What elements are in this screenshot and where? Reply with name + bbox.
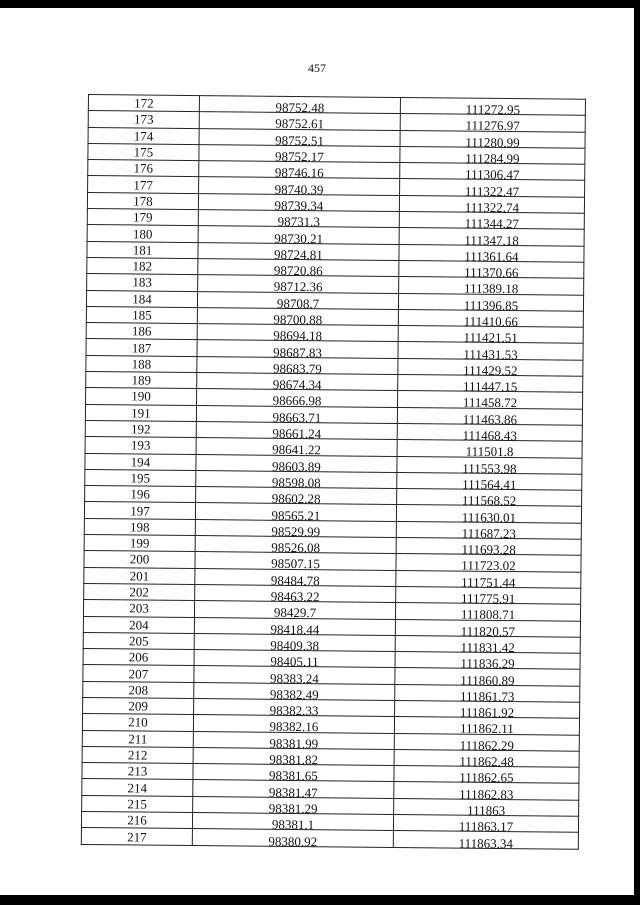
x-coordinate-text: 98526.08 [271, 539, 321, 556]
point-number-cell [88, 176, 199, 193]
x-coordinate-text: 98641.22 [272, 442, 322, 458]
x-coordinate-text: 98381.1 [271, 817, 315, 833]
point-number-cell [83, 616, 194, 633]
point-number-cell [85, 469, 196, 486]
x-coordinate-text: 98380.92 [268, 833, 318, 849]
y-coordinate-text: 111723.02 [461, 558, 516, 574]
y-coordinate-text: 111862.83 [459, 786, 514, 802]
x-coordinate-text: 98598.08 [271, 474, 321, 491]
point-number-text: 212 [127, 747, 148, 763]
y-coordinate-text: 111280.99 [465, 134, 520, 150]
x-coordinate-text: 98381.65 [269, 768, 318, 784]
point-number-text: 183 [132, 274, 153, 291]
point-number-cell [87, 209, 198, 226]
y-coordinate-cell [400, 97, 585, 118]
point-number-text: 182 [132, 258, 153, 274]
x-coordinate-text: 98666.98 [272, 393, 322, 409]
x-coordinate-text: 98740.39 [274, 181, 324, 197]
y-coordinate-text: 111447.15 [462, 378, 518, 395]
point-number-cell [88, 111, 199, 128]
y-coordinate-text: 111863 [467, 802, 506, 818]
y-coordinate-text: 111861.73 [460, 688, 515, 704]
point-number-text: 202 [129, 584, 150, 600]
x-coordinate-text: 98405.11 [270, 654, 319, 670]
point-number-text: 211 [128, 731, 148, 747]
x-coordinate-text: 98683.79 [272, 360, 322, 377]
point-number-text: 175 [133, 144, 154, 160]
x-coordinate-text: 98674.34 [272, 376, 322, 393]
point-number-text: 215 [127, 796, 148, 812]
y-coordinate-text: 111370.66 [464, 264, 519, 281]
y-coordinate-text: 111568.52 [461, 492, 517, 509]
point-number-text: 185 [132, 307, 152, 323]
point-number-cell [84, 518, 195, 535]
y-coordinate-text: 111863.17 [458, 818, 514, 835]
x-coordinate-text: 98712.36 [273, 279, 323, 295]
x-coordinate-text: 98700.88 [273, 311, 323, 328]
point-number-cell [84, 551, 195, 568]
x-coordinate-text: 98383.24 [269, 670, 319, 686]
y-coordinate-text: 111862.11 [459, 721, 514, 737]
point-number-cell [86, 339, 197, 356]
point-number-text: 213 [127, 763, 148, 779]
point-number-cell [87, 241, 198, 258]
point-number-cell [84, 535, 195, 552]
point-number-text: 172 [134, 95, 154, 111]
point-number-cell [84, 567, 195, 584]
point-number-cell [86, 355, 197, 372]
y-coordinate-text: 111564.41 [462, 476, 517, 493]
page-number: 457 [308, 61, 326, 75]
point-number-text: 217 [127, 828, 147, 845]
point-number-text: 173 [133, 111, 154, 128]
point-number-cell [85, 437, 196, 454]
y-coordinate-text: 111272.95 [465, 101, 521, 118]
y-coordinate-text: 111421.51 [463, 329, 518, 346]
point-number-cell [82, 730, 193, 747]
point-number-cell [87, 192, 198, 209]
y-coordinate-text: 111284.99 [465, 150, 520, 167]
x-coordinate-text: 98663.71 [272, 409, 322, 426]
x-coordinate-text: 98382.16 [269, 719, 319, 735]
x-coordinate-text: 98752.48 [275, 99, 325, 116]
point-number-cell [87, 274, 198, 291]
y-coordinate-text: 111860.89 [460, 672, 515, 688]
point-number-text: 191 [131, 405, 151, 421]
y-coordinate-text: 111344.27 [464, 215, 519, 232]
point-number-text: 207 [128, 665, 149, 682]
point-number-cell [86, 290, 197, 307]
table-body [81, 95, 585, 849]
coordinate-table-wrapper [81, 94, 586, 849]
x-coordinate-text: 98708.7 [276, 295, 320, 311]
x-coordinate-text: 98381.29 [268, 800, 318, 817]
point-number-cell [88, 160, 199, 177]
point-number-text: 192 [130, 421, 151, 437]
point-number-cell [85, 453, 196, 470]
point-number-cell [83, 600, 194, 617]
y-coordinate-text: 111410.66 [463, 313, 519, 330]
coordinate-table [81, 94, 586, 849]
point-number-cell [82, 763, 193, 780]
point-number-cell [87, 225, 198, 242]
point-number-text: 209 [128, 698, 148, 714]
y-coordinate-text: 111630.01 [461, 509, 517, 525]
point-number-cell [84, 502, 195, 519]
x-coordinate-text: 98382.33 [269, 702, 319, 719]
x-coordinate-text: 98382.49 [269, 686, 319, 703]
point-number-text: 214 [127, 780, 148, 796]
y-coordinate-text: 111389.18 [463, 281, 519, 297]
x-coordinate-text: 98746.16 [274, 165, 324, 181]
y-coordinate-text: 111862.48 [459, 753, 514, 770]
point-number-cell [85, 404, 196, 421]
point-number-cell [81, 812, 192, 829]
point-number-text: 198 [130, 519, 150, 535]
x-coordinate-text: 98484.78 [270, 572, 320, 588]
point-number-text: 199 [129, 535, 150, 551]
point-number-text: 193 [130, 437, 151, 453]
x-coordinate-text: 98739.34 [274, 197, 324, 214]
point-number-cell [86, 323, 197, 340]
point-number-cell [83, 697, 194, 714]
point-number-cell [82, 714, 193, 731]
x-coordinate-text: 98752.17 [274, 148, 324, 165]
x-coordinate-text: 98418.44 [270, 621, 320, 637]
y-coordinate-text: 111751.44 [461, 574, 516, 590]
point-number-text: 210 [128, 714, 148, 731]
point-number-cell [86, 306, 197, 323]
point-number-text: 186 [131, 323, 152, 339]
point-number-cell [83, 632, 194, 649]
point-number-text: 174 [133, 128, 154, 144]
y-coordinate-text: 111553.98 [462, 460, 517, 476]
y-coordinate-text: 111862.65 [459, 769, 514, 786]
x-coordinate-text: 98381.99 [269, 735, 319, 751]
y-coordinate-text: 111463.86 [462, 411, 518, 427]
x-coordinate-text: 98529.99 [271, 523, 321, 540]
point-number-cell [81, 828, 192, 845]
point-number-cell [83, 681, 194, 698]
point-number-cell [86, 388, 197, 405]
point-number-cell [84, 583, 195, 600]
point-number-text: 177 [133, 177, 153, 193]
x-coordinate-text: 98694.18 [273, 328, 323, 344]
point-number-text: 181 [132, 242, 153, 258]
y-coordinate-text: 111361.64 [464, 248, 519, 264]
point-number-text: 187 [131, 340, 152, 356]
point-number-text: 176 [133, 160, 154, 176]
x-coordinate-text: 98507.15 [271, 556, 320, 572]
y-coordinate-text: 111775.91 [460, 590, 516, 607]
point-number-cell [87, 257, 198, 274]
point-number-text: 180 [132, 225, 153, 242]
x-coordinate-text: 98661.24 [272, 425, 322, 442]
point-number-text: 178 [133, 193, 153, 209]
point-number-cell [86, 372, 197, 389]
y-coordinate-text: 111861.92 [459, 704, 515, 721]
x-coordinate-text: 98730.21 [274, 230, 324, 246]
y-coordinate-text: 111396.85 [463, 297, 519, 313]
point-number-cell [85, 420, 196, 437]
point-number-cell [85, 486, 196, 503]
y-coordinate-text: 111322.47 [464, 183, 520, 199]
y-coordinate-text: 111836.29 [460, 655, 515, 672]
point-number-text: 206 [128, 649, 149, 665]
point-number-text: 216 [127, 812, 147, 828]
point-number-cell [82, 779, 193, 796]
point-number-text: 196 [130, 486, 150, 502]
y-coordinate-text: 111808.71 [460, 606, 516, 623]
x-coordinate-text: 98429.7 [273, 605, 317, 621]
y-coordinate-text: 111322.74 [464, 199, 520, 216]
x-coordinate-cell [199, 96, 400, 114]
point-number-text: 194 [130, 454, 151, 470]
point-number-cell [82, 795, 193, 812]
point-number-text: 190 [131, 388, 151, 405]
point-number-text: 208 [128, 682, 149, 698]
y-coordinate-text: 111306.47 [465, 166, 520, 183]
point-number-text: 203 [129, 600, 149, 616]
x-coordinate-text: 98602.28 [271, 491, 321, 507]
y-coordinate-text: 111687.23 [461, 525, 517, 541]
x-coordinate-text: 98409.38 [270, 637, 320, 654]
y-coordinate-text: 111276.97 [465, 118, 520, 134]
point-number-text: 184 [132, 291, 152, 307]
y-coordinate-text: 111431.53 [463, 346, 518, 362]
x-coordinate-text: 98603.89 [271, 458, 321, 474]
point-number-text: 197 [130, 502, 150, 519]
point-number-text: 200 [129, 551, 150, 568]
point-number-cell [88, 95, 199, 112]
point-number-cell [82, 746, 193, 763]
y-coordinate-text: 111863.34 [458, 835, 514, 851]
point-number-cell [83, 665, 194, 682]
x-coordinate-text: 98565.21 [271, 507, 321, 523]
point-number-text: 195 [130, 470, 151, 486]
point-number-cell [88, 143, 199, 160]
document-page [0, 8, 634, 895]
y-coordinate-text: 111501.8 [465, 444, 514, 460]
y-coordinate-text: 111693.28 [461, 541, 516, 558]
point-number-text: 205 [128, 633, 149, 649]
point-number-text: 204 [129, 617, 149, 633]
x-coordinate-text: 98720.86 [273, 262, 323, 279]
x-coordinate-text: 98463.22 [270, 588, 320, 605]
y-coordinate-text: 111831.42 [460, 639, 515, 656]
point-number-text: 201 [129, 568, 150, 584]
y-coordinate-text: 111347.18 [464, 232, 519, 248]
point-number-text: 179 [132, 209, 153, 225]
x-coordinate-text: 98724.81 [274, 246, 323, 263]
y-coordinate-text: 111468.43 [462, 427, 517, 444]
x-coordinate-text: 98752.61 [275, 116, 325, 132]
y-coordinate-text: 111458.72 [462, 395, 518, 411]
y-coordinate-text: 111429.52 [463, 362, 518, 379]
x-coordinate-text: 98381.82 [269, 751, 319, 768]
x-coordinate-text: 98752.51 [275, 132, 325, 149]
x-coordinate-text: 98731.3 [277, 214, 320, 230]
x-coordinate-text: 98381.47 [268, 784, 318, 800]
y-coordinate-text: 111820.57 [460, 623, 516, 639]
y-coordinate-text: 111862.29 [459, 737, 514, 753]
x-coordinate-text: 98687.83 [273, 344, 322, 360]
point-number-text: 189 [131, 372, 152, 388]
point-number-cell [83, 649, 194, 666]
point-number-cell [88, 127, 199, 144]
point-number-text: 188 [131, 356, 152, 372]
